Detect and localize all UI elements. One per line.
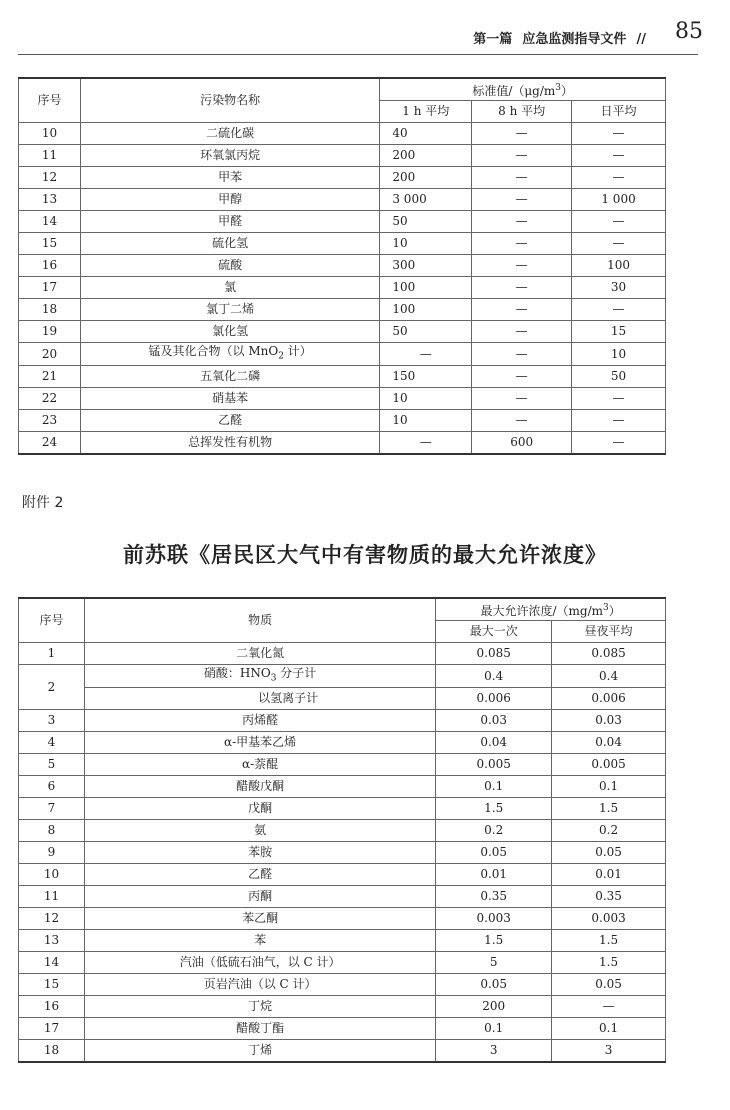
table-cell: 0.085 — [552, 643, 666, 665]
table-cell: 汽油（低硫石油气，以 C 计） — [84, 952, 435, 974]
table-cell: 14 — [19, 211, 81, 233]
table-cell: 10 — [380, 388, 472, 410]
table-cell: — — [572, 211, 666, 233]
table-cell: 硝基苯 — [80, 388, 379, 410]
table-cell: — — [572, 123, 666, 145]
table-row — [19, 930, 666, 952]
col-header-index: 序号 — [19, 78, 81, 123]
table-cell: 50 — [380, 211, 472, 233]
table-row — [19, 189, 666, 211]
table-row — [19, 732, 666, 754]
col-header-8h: 8 h 平均 — [472, 101, 572, 123]
table-cell: 5 — [19, 754, 85, 776]
table-cell: 8 — [19, 820, 85, 842]
table-cell: 0.2 — [436, 820, 552, 842]
table-cell: 3 000 — [380, 189, 472, 211]
table-cell: 10 — [380, 233, 472, 255]
table-row — [19, 366, 666, 388]
table-cell: 12 — [19, 167, 81, 189]
table-cell: 0.05 — [552, 974, 666, 996]
table-cell: 50 — [380, 321, 472, 343]
table-cell: 200 — [380, 167, 472, 189]
table-cell: — — [472, 321, 572, 343]
attachment-label: 附件 2 — [22, 495, 64, 511]
table-cell: 硫酸 — [80, 255, 379, 277]
table-cell: 15 — [19, 974, 85, 996]
col-header-daily: 日平均 — [572, 101, 666, 123]
table-cell: 22 — [19, 388, 81, 410]
table-cell: 0.05 — [436, 974, 552, 996]
col-header-index: 序号 — [19, 598, 85, 643]
table-cell: 14 — [19, 952, 85, 974]
table-cell: 1.5 — [552, 798, 666, 820]
table-cell: 0.1 — [436, 776, 552, 798]
table-row — [19, 167, 666, 189]
table-row — [19, 643, 666, 665]
table-cell: 乙醛 — [80, 410, 379, 432]
table-row — [19, 710, 666, 732]
table-cell: 3 — [19, 710, 85, 732]
table-cell: α-甲基苯乙烯 — [84, 732, 435, 754]
table-row — [19, 1040, 666, 1063]
table-cell: 150 — [380, 366, 472, 388]
table-cell: — — [572, 167, 666, 189]
table-cell: — — [472, 255, 572, 277]
table-cell: 50 — [572, 366, 666, 388]
table-cell: 15 — [19, 233, 81, 255]
table-cell: 0.4 — [552, 665, 666, 688]
table-cell: 甲苯 — [80, 167, 379, 189]
table-cell: — — [380, 343, 472, 366]
table-row — [19, 908, 666, 930]
table-cell: 19 — [19, 321, 81, 343]
table-cell: 0.04 — [436, 732, 552, 754]
table-row — [19, 255, 666, 277]
table-cell: 0.006 — [552, 688, 666, 710]
table-cell: 页岩汽油（以 C 计） — [84, 974, 435, 996]
table-cell: 10 — [19, 123, 81, 145]
table-cell: 氨 — [84, 820, 435, 842]
table-cell: 醋酸戊酮 — [84, 776, 435, 798]
table-cell: 4 — [19, 732, 85, 754]
table-cell: 100 — [380, 277, 472, 299]
table-cell: — — [572, 410, 666, 432]
table-cell: 甲醛 — [80, 211, 379, 233]
table-cell: 0.04 — [552, 732, 666, 754]
table-row — [19, 974, 666, 996]
table-cell: 0.003 — [552, 908, 666, 930]
table-cell: 二硫化碳 — [80, 123, 379, 145]
col-header-1h: 1 h 平均 — [380, 101, 472, 123]
table-cell: 18 — [19, 299, 81, 321]
table-cell: 五氧化二磷 — [80, 366, 379, 388]
table-cell: 1.5 — [436, 798, 552, 820]
table-cell: 40 — [380, 123, 472, 145]
table-row — [19, 343, 666, 366]
table-cell: — — [472, 145, 572, 167]
table-cell: 甲醇 — [80, 189, 379, 211]
table-cell: 17 — [19, 277, 81, 299]
table-cell: 硝酸：$HNO_3$ 分子计 — [84, 665, 435, 688]
table-cell: 0.05 — [436, 842, 552, 864]
table-cell: — — [472, 343, 572, 366]
table-cell: 丁烯 — [84, 1040, 435, 1063]
table-cell: 二氧化氮 — [84, 643, 435, 665]
table-cell: 氯 — [80, 277, 379, 299]
table-row — [19, 277, 666, 299]
table-cell: α-萘醌 — [84, 754, 435, 776]
table-cell: 200 — [436, 996, 552, 1018]
table-cell: 11 — [19, 145, 81, 167]
table-row — [19, 1018, 666, 1040]
table-cell: 200 — [380, 145, 472, 167]
table-cell: 1.5 — [552, 930, 666, 952]
table-cell: — — [572, 299, 666, 321]
table-cell: — — [552, 996, 666, 1018]
col-header-standard: 标准值$/(\mu g/m^3)$ — [380, 78, 666, 101]
table-cell: 戊酮 — [84, 798, 435, 820]
table-cell: — — [472, 233, 572, 255]
running-header — [0, 19, 703, 47]
table-cell: 16 — [19, 996, 85, 1018]
table-cell: 300 — [380, 255, 472, 277]
table-cell: 0.005 — [436, 754, 552, 776]
table-cell: 5 — [436, 952, 552, 974]
table-row — [19, 886, 666, 908]
table-cell: 锰及其化合物（以 MnO$_2$ 计） — [80, 343, 379, 366]
table-cell: — — [472, 410, 572, 432]
section-label: 应急监测指导文件 — [522, 32, 627, 47]
table-cell: 0.03 — [552, 710, 666, 732]
table-cell: 0.2 — [552, 820, 666, 842]
table-cell: 苯乙酮 — [84, 908, 435, 930]
table-row — [19, 688, 666, 710]
table-cell: 0.005 — [552, 754, 666, 776]
table-cell: 0.006 — [436, 688, 552, 710]
table-cell: — — [472, 189, 572, 211]
table-cell: 0.01 — [436, 864, 552, 886]
table-cell: 10 — [380, 410, 472, 432]
table-cell: 1.5 — [436, 930, 552, 952]
table-row — [19, 820, 666, 842]
table-cell: 18 — [19, 1040, 85, 1063]
table-cell: 600 — [472, 432, 572, 455]
table-row — [19, 211, 666, 233]
table-cell: 100 — [572, 255, 666, 277]
document-title: 前苏联《居民区大气中有害物质的最大允许浓度》 — [123, 542, 607, 567]
table-cell: 丙酮 — [84, 886, 435, 908]
table-cell: 以氢离子计 — [84, 688, 435, 710]
table-cell: 0.1 — [552, 776, 666, 798]
col-header-name: 污染物名称 — [80, 78, 379, 123]
table-cell: — — [472, 366, 572, 388]
table-cell: 20 — [19, 343, 81, 366]
table-row — [19, 842, 666, 864]
table-cell: — — [472, 211, 572, 233]
table-cell: 0.1 — [552, 1018, 666, 1040]
table-cell: 0.35 — [436, 886, 552, 908]
table-cell: 0.03 — [436, 710, 552, 732]
table-cell: 15 — [572, 321, 666, 343]
table-cell: 30 — [572, 277, 666, 299]
table-row — [19, 432, 666, 455]
table-cell: — — [380, 432, 472, 455]
table-cell: 0.05 — [552, 842, 666, 864]
table-cell: 24 — [19, 432, 81, 455]
table-cell: 21 — [19, 366, 81, 388]
table-cell: 0.35 — [552, 886, 666, 908]
header-rule — [18, 54, 698, 55]
chapter-label: 第一篇 — [473, 32, 513, 47]
table-row — [19, 233, 666, 255]
table-row — [19, 299, 666, 321]
table-cell: 1 — [19, 643, 85, 665]
table-cell: 0.085 — [436, 643, 552, 665]
table-row — [19, 776, 666, 798]
page-number: 85 — [675, 19, 703, 44]
table-cell: 10 — [19, 864, 85, 886]
col-header-day-night: 昼夜平均 — [552, 621, 666, 643]
max-allowable-concentration-table — [18, 597, 666, 1063]
table-row — [19, 952, 666, 974]
table-cell: 3 — [436, 1040, 552, 1063]
table-cell: 2 — [19, 665, 85, 710]
pollutant-standards-table — [18, 77, 666, 455]
table-row — [19, 388, 666, 410]
table-row — [19, 665, 666, 688]
table-cell: — — [472, 388, 572, 410]
table-row — [19, 754, 666, 776]
table-cell: 苯 — [84, 930, 435, 952]
table-cell: 7 — [19, 798, 85, 820]
table-cell: 100 — [380, 299, 472, 321]
table-cell: 23 — [19, 410, 81, 432]
table-row — [19, 410, 666, 432]
table-cell: 17 — [19, 1018, 85, 1040]
table-cell: — — [572, 145, 666, 167]
table-cell: 1.5 — [552, 952, 666, 974]
table-cell: 丙烯醛 — [84, 710, 435, 732]
table-row — [19, 145, 666, 167]
col-header-mac: 最大允许浓度$/(mg/m^3)$ — [436, 598, 666, 621]
table-cell: 9 — [19, 842, 85, 864]
table-cell: 乙醛 — [84, 864, 435, 886]
table-cell: 苯胺 — [84, 842, 435, 864]
table-cell: 氯丁二烯 — [80, 299, 379, 321]
table-cell: 硫化氢 — [80, 233, 379, 255]
table-cell: — — [572, 432, 666, 455]
table-cell: — — [572, 388, 666, 410]
table-cell: 醋酸丁酯 — [84, 1018, 435, 1040]
table-cell: 总挥发性有机物 — [80, 432, 379, 455]
table-row — [19, 798, 666, 820]
table-row — [19, 123, 666, 145]
table-cell: 13 — [19, 189, 81, 211]
table-cell: 0.1 — [436, 1018, 552, 1040]
table-cell: 丁烷 — [84, 996, 435, 1018]
table-cell: — — [472, 299, 572, 321]
table-cell: — — [472, 277, 572, 299]
table-cell: 0.4 — [436, 665, 552, 688]
table-row — [19, 864, 666, 886]
table-cell: — — [472, 167, 572, 189]
table-cell: — — [472, 123, 572, 145]
table-cell: 12 — [19, 908, 85, 930]
table-cell: — — [572, 233, 666, 255]
table-cell: 16 — [19, 255, 81, 277]
table-row — [19, 996, 666, 1018]
table-cell: 1 000 — [572, 189, 666, 211]
col-header-max-once: 最大一次 — [436, 621, 552, 643]
table-cell: 氯化氢 — [80, 321, 379, 343]
table-cell: 10 — [572, 343, 666, 366]
table-cell: 0.003 — [436, 908, 552, 930]
table-cell: 11 — [19, 886, 85, 908]
table-cell: 13 — [19, 930, 85, 952]
table-row — [19, 321, 666, 343]
table-cell: 环氧氯丙烷 — [80, 145, 379, 167]
col-header-substance: 物质 — [84, 598, 435, 643]
header-separator: // — [636, 32, 646, 47]
table-cell: 0.01 — [552, 864, 666, 886]
table-cell: 6 — [19, 776, 85, 798]
table-cell: 3 — [552, 1040, 666, 1063]
